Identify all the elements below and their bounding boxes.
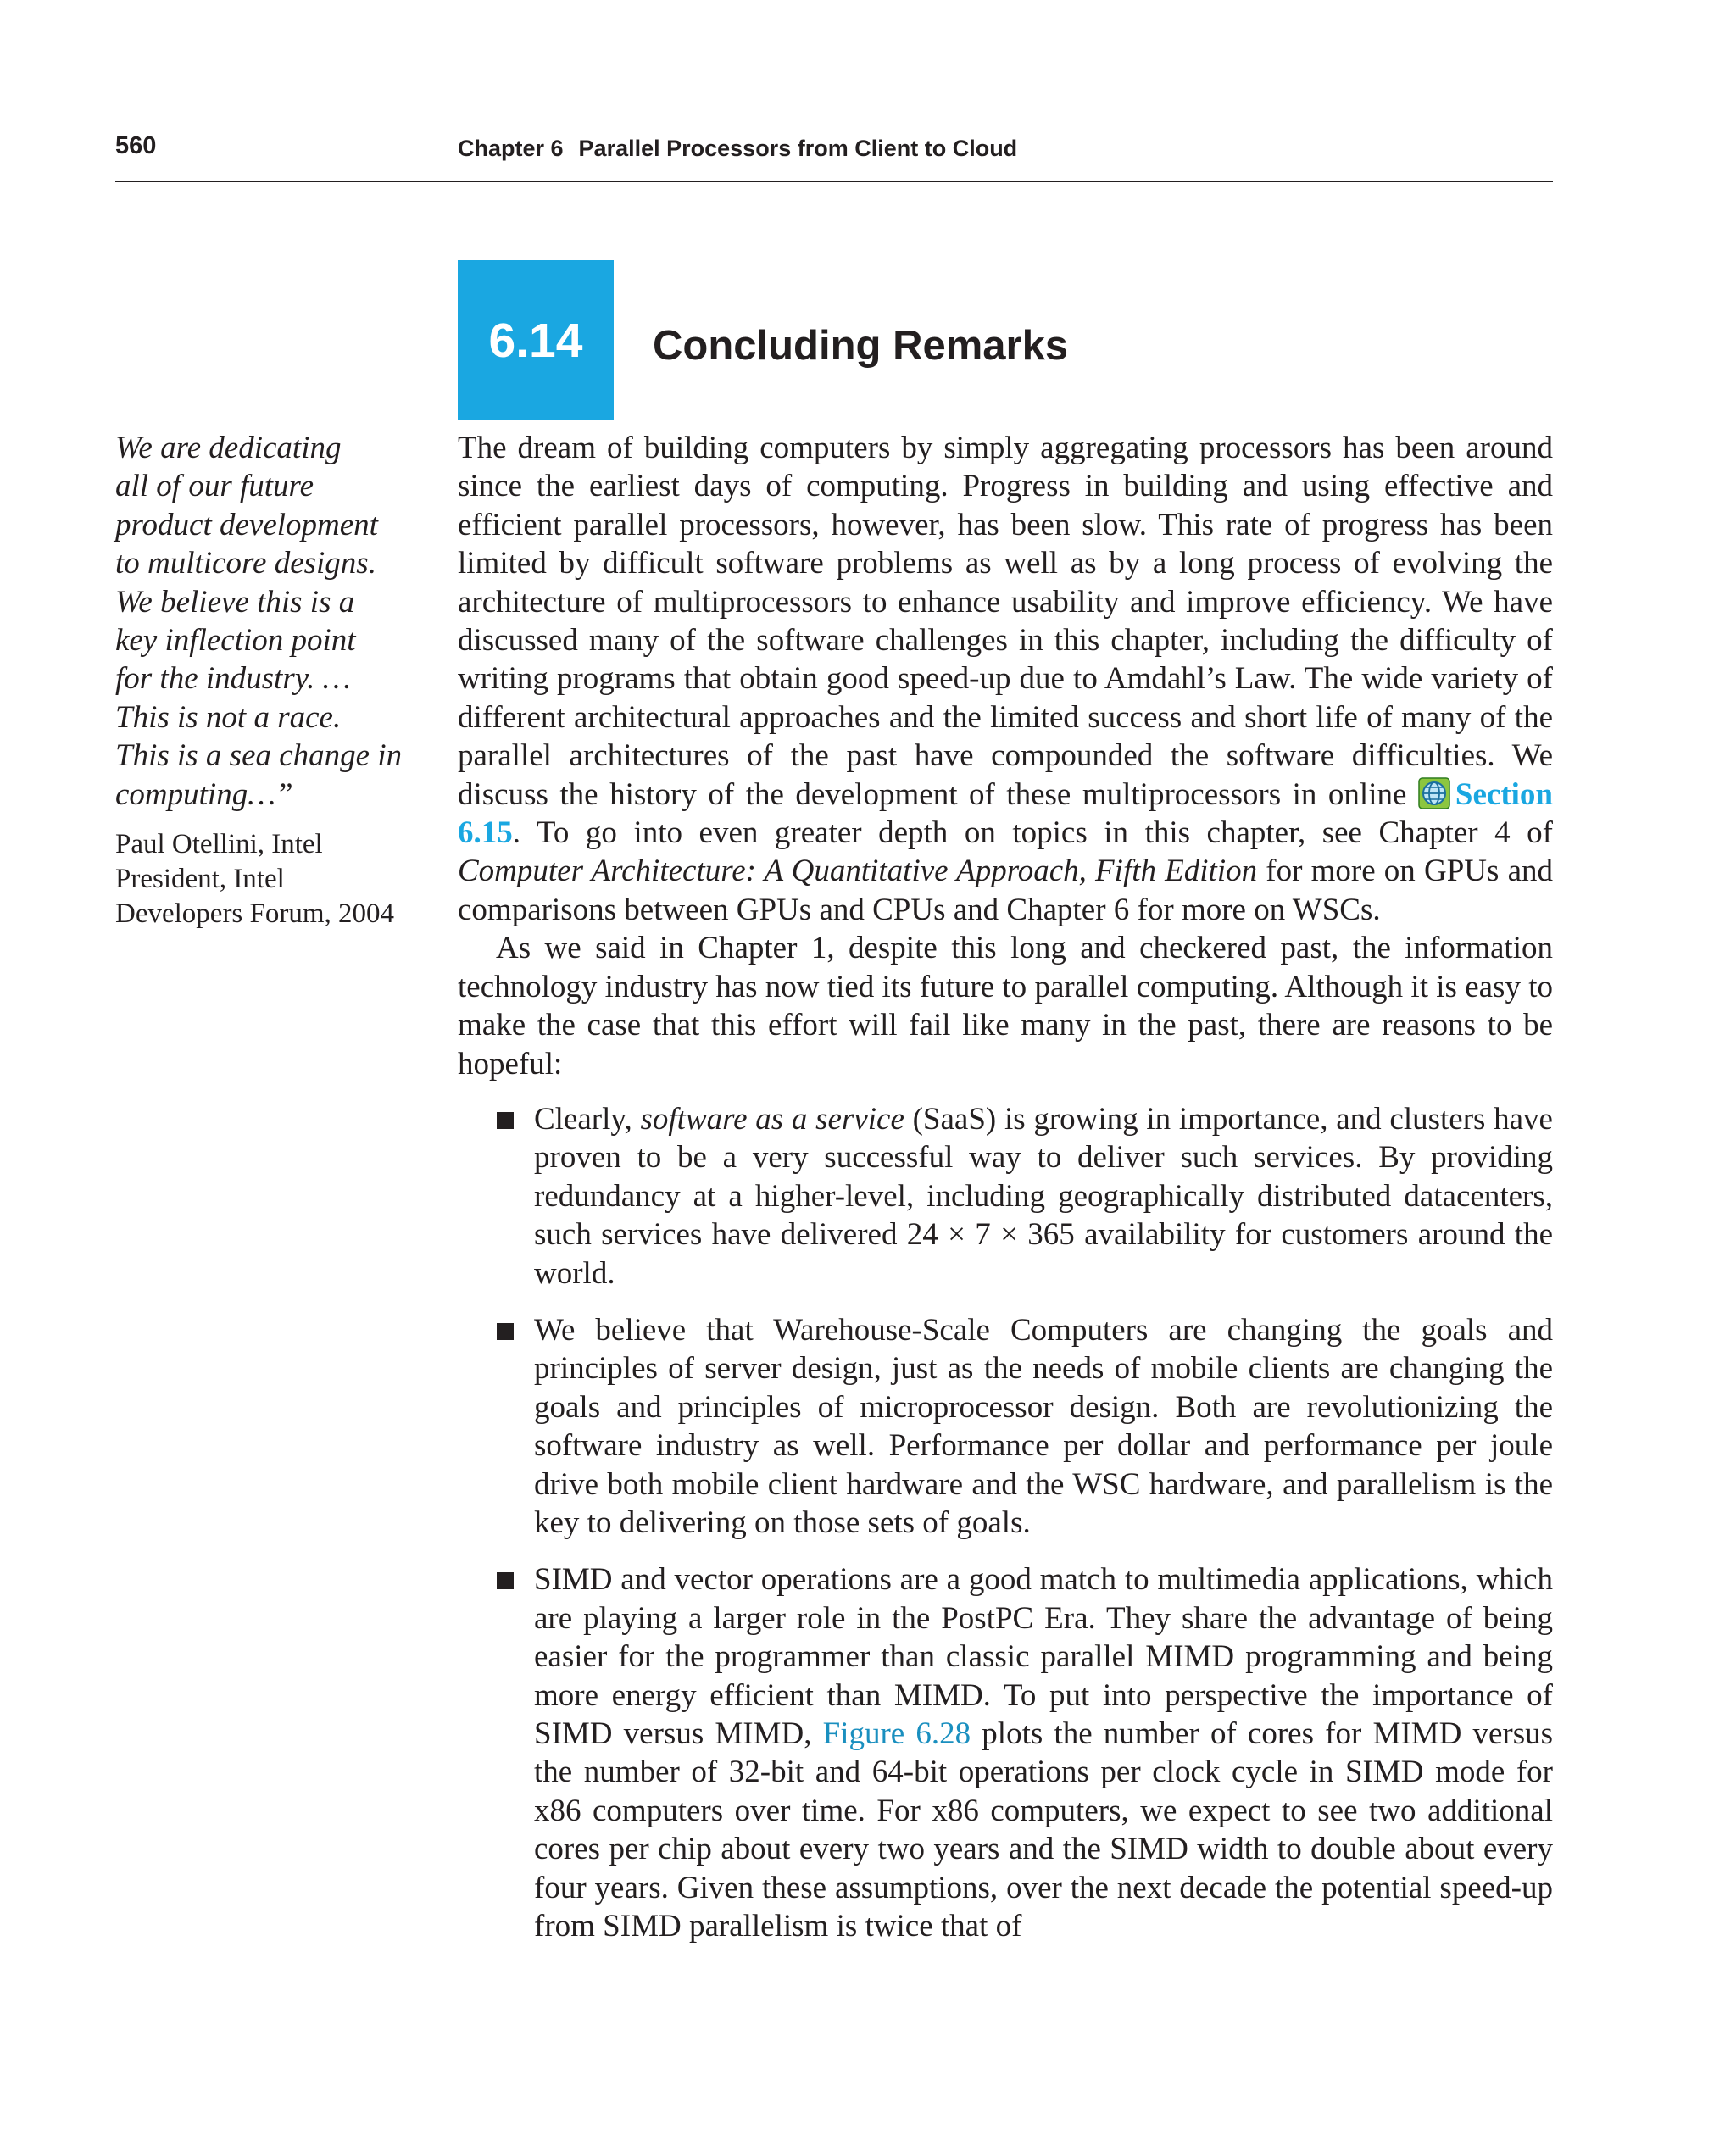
list-item bbox=[458, 1560, 1553, 1945]
paragraph-text: for more on GPUs and comparisons between GPUs and CPUs and Chapter 6 for more on WSCs. bbox=[458, 854, 1553, 927]
quote-line: This is not a race. bbox=[115, 699, 342, 735]
quote-line: to multicore designs. bbox=[115, 546, 376, 581]
paragraph-2: As we said in Chapter 1, despite this long and checkered past, the information technology industry has now tied its future to parallel computing. Although it is easy to make the case that this effort will fail like many in the past, there are reasons to be hopeful: bbox=[458, 931, 1553, 1082]
item-text: SIMD and vector operations are a good match to multimedia applications, which are playing a larger role in the PostPC Era. They share the advantage of being easier for the programmer than classic parallel MIMD programming and being more energy efficient than MIMD. To put into perspective the importance of SIMD versus MIMD, bbox=[534, 1562, 1553, 1751]
attribution-line: Developers Forum, 2004 bbox=[115, 898, 395, 930]
quote-line: product development bbox=[115, 507, 378, 542]
list-item bbox=[458, 1100, 1553, 1293]
attribution-line: Paul Otellini, Intel bbox=[115, 829, 323, 860]
paragraph-1 bbox=[458, 429, 1553, 929]
quote-text bbox=[115, 429, 429, 814]
chapter-title: Parallel Processors from Client to Cloud bbox=[578, 136, 1018, 161]
section-6-15-link[interactable]: Section 6.15 bbox=[458, 776, 1553, 851]
page-number: 560 bbox=[115, 132, 157, 159]
paragraph-text: The dream of building computers by simply aggregating processors has been around since the earliest days of computing. Progress in building and using effective and efficient parallel processors, however, has been slow. This rate of progress has been limited by difficult software problems as well as by a long process of evolving the architecture of multiprocessors to enhance usability and improve efficiency. We have discussed many of the software challenges in this chapter, including the difficulty of writing programs that obtain good speed-up due to Amdahl’s Law. The wide variety of different architectural approaches and the limited success and short life of many of the parallel architectures of the past have compounded the software difficulties. We discuss the history of the development of these multiprocessors in online bbox=[458, 431, 1553, 812]
figure-6-28-link[interactable]: Figure 6.28 bbox=[822, 1716, 971, 1751]
item-text: (SaaS) is growing in importance, and clusters have proven to be a very successful way to deliver such services. By providing redundancy at a higher-level, including geographically distributed datacenters, such services have delivered 24 × 7 × 365 availability for customers around the world. bbox=[534, 1101, 1553, 1291]
square-bullet-icon bbox=[497, 1112, 514, 1129]
item-text: Clearly, bbox=[534, 1101, 641, 1137]
chapter-label: Chapter 6 bbox=[458, 136, 564, 161]
quote-line: key inflection point bbox=[115, 623, 356, 659]
square-bullet-icon bbox=[497, 1572, 514, 1589]
list-item bbox=[458, 1311, 1553, 1542]
quote-line: We believe this is a bbox=[115, 584, 355, 620]
bullet-list bbox=[458, 1100, 1553, 1946]
item-text: plots the number of cores for MIMD versus the number of 32-bit and 64-bit operations per clock cycle in SIMD mode for x86 computers over time. For x86 computers, we expect to see two additional cores per chip about every two years and the SIMD width to double about every four years. Given these assumptions, over the next decade the potential speed-up from SIMD parallelism is twice that of bbox=[534, 1716, 1553, 1944]
margin-quote bbox=[115, 429, 429, 931]
book-title: Computer Architecture: A Quantitative Approach, Fifth Edition bbox=[458, 854, 1258, 889]
globe-icon bbox=[1418, 777, 1450, 809]
running-head bbox=[458, 136, 1017, 162]
item-text: We believe that Warehouse-Scale Computers are changing the goals and principles of server design, just as the needs of mobile clients are changing the goals and principles of microprocessor design. Both are revolutionizing the software industry as well. Performance per dollar and performance per joule drive both mobile client hardware and the WSC hardware, and parallelism is the key to delivering on those sets of goals. bbox=[534, 1312, 1553, 1540]
emphasis: software as a service bbox=[640, 1101, 904, 1137]
section-number-box: 6.14 bbox=[458, 260, 614, 420]
quote-line: We are dedicating bbox=[115, 431, 342, 465]
quote-line: for the industry. … bbox=[115, 661, 351, 697]
main-text bbox=[458, 429, 1553, 1964]
quote-line: all of our future bbox=[115, 469, 314, 504]
section-title: Concluding Remarks bbox=[653, 323, 1069, 369]
quote-line: computing…” bbox=[115, 776, 293, 812]
attribution-line: President, Intel bbox=[115, 864, 285, 895]
quote-attribution bbox=[115, 827, 429, 931]
header-rule bbox=[115, 181, 1553, 182]
paragraph-text: . To go into even greater depth on topics in this chapter, see Chapter 4 of bbox=[512, 815, 1553, 851]
square-bullet-icon bbox=[497, 1323, 514, 1340]
quote-line: This is a sea change in bbox=[115, 738, 403, 774]
